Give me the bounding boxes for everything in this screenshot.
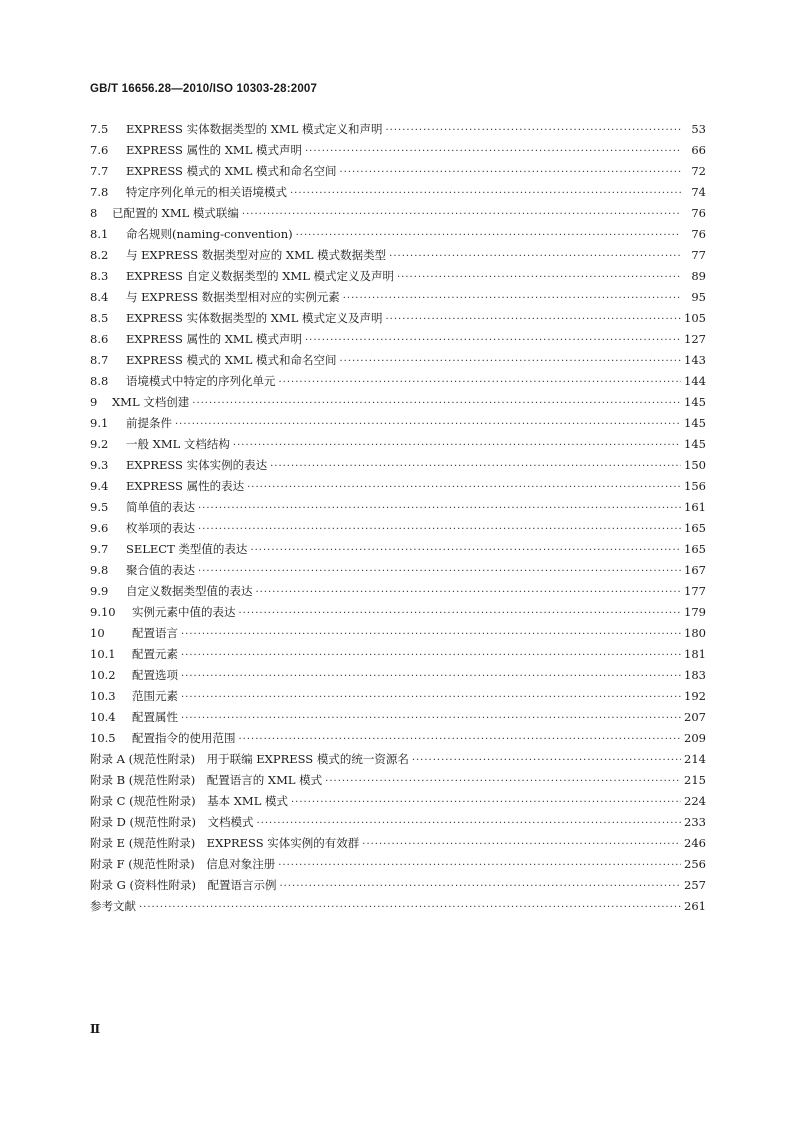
toc-entry[interactable] [90,875,706,896]
toc-entry-page: 76 [691,206,706,220]
toc-entry-number: 8.1 [90,227,109,241]
toc-entry-number: 8.2 [90,248,109,262]
toc-entry[interactable] [90,749,706,770]
toc-entry-title: 命名规则(naming-convention) [126,227,293,241]
toc-entry[interactable] [90,203,706,224]
toc-entry[interactable] [90,602,706,623]
toc-entry[interactable] [90,686,706,707]
table-of-contents [90,119,706,917]
toc-entry-number: 9.7 [90,542,109,556]
toc-entry-page: 233 [684,815,706,829]
toc-entry-page: 77 [691,248,706,262]
toc-entry[interactable] [90,623,706,644]
toc-entry[interactable] [90,287,706,308]
toc-entry-title: 特定序列化单元的相关语境模式 [126,185,287,199]
toc-entry-page: 209 [684,731,706,745]
toc-entry-number: 10.3 [90,689,116,703]
toc-entry-number: 8.7 [90,353,109,367]
toc-entry-title: 配置属性 [132,710,178,724]
toc-entry-title: 附录 B (规范性附录) 配置语言的 XML 模式 [90,773,323,787]
toc-entry-number: 10.5 [90,731,116,745]
toc-entry[interactable] [90,266,706,287]
toc-entry-title: 配置选项 [132,668,178,682]
toc-leader-dots [233,435,681,456]
toc-entry-page: 144 [684,374,706,388]
toc-entry-title: EXPRESS 模式的 XML 模式和命名空间 [126,164,337,178]
toc-entry[interactable] [90,413,706,434]
toc-entry-page: 167 [684,563,706,577]
toc-entry[interactable] [90,812,706,833]
toc-entry-number: 9.3 [90,458,109,472]
toc-leader-dots [325,771,681,792]
toc-entry-number: 9.5 [90,500,109,514]
toc-entry[interactable] [90,455,706,476]
toc-entry-number: 10.4 [90,710,116,724]
toc-entry-page: 145 [684,437,706,451]
toc-entry-number: 10.2 [90,668,116,682]
toc-entry-title: 附录 E (规范性附录) EXPRESS 实体实例的有效群 [90,836,360,850]
toc-leader-dots [247,477,681,498]
toc-entry-title: 参考文献 [90,899,136,913]
toc-leader-dots [250,540,681,561]
toc-entry-page: 105 [684,311,706,325]
toc-entry-number: 9 [90,395,98,409]
toc-entry[interactable] [90,434,706,455]
toc-entry-page: 207 [684,710,706,724]
toc-entry-page: 256 [684,857,706,871]
toc-entry-number: 8.5 [90,311,109,325]
toc-entry-page: 183 [684,668,706,682]
toc-entry-page: 180 [684,626,706,640]
toc-entry[interactable] [90,707,706,728]
toc-leader-dots [175,414,681,435]
toc-entry[interactable] [90,581,706,602]
toc-leader-dots [397,267,681,288]
toc-entry-title: 已配置的 XML 模式联编 [112,206,239,220]
toc-entry-title: 与 EXPRESS 数据类型相对应的实例元素 [126,290,340,304]
toc-leader-dots [270,456,681,477]
toc-leader-dots [412,750,681,771]
toc-entry-title: 前提条件 [126,416,172,430]
toc-entry-title: 附录 C (规范性附录) 基本 XML 模式 [90,794,288,808]
toc-leader-dots [198,519,681,540]
toc-entry-title: EXPRESS 自定义数据类型的 XML 模式定义及声明 [126,269,394,283]
toc-entry-page: 165 [684,521,706,535]
toc-leader-dots [291,792,681,813]
toc-leader-dots [239,603,682,624]
toc-leader-dots [290,183,681,204]
toc-entry-title: 语境模式中特定的序列化单元 [126,374,276,388]
toc-entry-title: EXPRESS 属性的表达 [126,479,245,493]
toc-entry-title: EXPRESS 属性的 XML 模式声明 [126,143,302,157]
toc-leader-dots [257,813,681,834]
toc-leader-dots [296,225,681,246]
toc-leader-dots [305,141,681,162]
toc-entry-number: 7.7 [90,164,109,178]
toc-entry-page: 150 [684,458,706,472]
toc-entry-number: 9.2 [90,437,109,451]
toc-leader-dots [181,645,681,666]
toc-entry[interactable] [90,644,706,665]
toc-entry-page: 145 [684,395,706,409]
toc-entry-number: 7.5 [90,122,109,136]
toc-entry[interactable] [90,182,706,203]
toc-entry-number: 8.8 [90,374,109,388]
toc-leader-dots [181,624,681,645]
toc-entry[interactable] [90,119,706,140]
toc-entry[interactable] [90,854,706,875]
toc-entry-title: 范围元素 [132,689,178,703]
toc-entry-title: 枚举项的表达 [126,521,195,535]
toc-leader-dots [279,876,681,897]
toc-entry-page: 72 [691,164,706,178]
toc-entry-title: EXPRESS 实体实例的表达 [126,458,268,472]
toc-leader-dots [340,162,682,183]
toc-leader-dots [279,372,682,393]
toc-entry[interactable] [90,791,706,812]
toc-entry-page: 177 [684,584,706,598]
toc-leader-dots [256,582,682,603]
toc-entry-number: 10 [90,626,105,640]
toc-entry[interactable] [90,497,706,518]
toc-leader-dots [362,834,681,855]
toc-entry-title: EXPRESS 属性的 XML 模式声明 [126,332,302,346]
toc-leader-dots [198,498,681,519]
toc-leader-dots [389,246,681,267]
toc-entry-page: 214 [684,752,706,766]
toc-leader-dots [181,666,681,687]
toc-entry-page: 165 [684,542,706,556]
toc-leader-dots [305,330,681,351]
toc-entry-number: 8.3 [90,269,109,283]
toc-entry-page: 161 [684,500,706,514]
toc-entry-page: 74 [691,185,706,199]
standard-header: GB/T 16656.28—2010/ISO 10303-28:2007 [90,83,318,95]
toc-entry[interactable] [90,665,706,686]
toc-entry-page: 179 [684,605,706,619]
toc-entry[interactable] [90,728,706,749]
toc-leader-dots [239,729,682,750]
toc-entry-page: 215 [684,773,706,787]
toc-entry[interactable] [90,770,706,791]
page-number: Ⅱ [90,1022,101,1036]
toc-entry-number: 9.1 [90,416,109,430]
toc-entry-number: 9.9 [90,584,109,598]
toc-entry-title: 简单值的表达 [126,500,195,514]
toc-entry-page: 181 [684,647,706,661]
toc-entry-number: 9.10 [90,605,116,619]
toc-entry[interactable] [90,308,706,329]
toc-leader-dots [181,687,681,708]
toc-entry-title: EXPRESS 实体数据类型的 XML 模式定义和声明 [126,122,383,136]
toc-entry-title: XML 文档创建 [112,395,190,409]
toc-entry[interactable] [90,245,706,266]
toc-entry-page: 66 [691,143,706,157]
toc-leader-dots [343,288,681,309]
toc-entry-title: 自定义数据类型值的表达 [126,584,253,598]
toc-leader-dots [278,855,681,876]
toc-entry[interactable] [90,833,706,854]
toc-entry-page: 224 [684,794,706,808]
toc-entry-page: 257 [684,878,706,892]
toc-entry-title: 附录 F (规范性附录) 信息对象注册 [90,857,276,871]
toc-entry-title: EXPRESS 模式的 XML 模式和命名空间 [126,353,337,367]
toc-leader-dots [192,393,681,414]
toc-entry-title: 聚合值的表达 [126,563,195,577]
toc-leader-dots [386,120,682,141]
toc-entry[interactable] [90,371,706,392]
toc-entry-page: 53 [691,122,706,136]
toc-entry-page: 246 [684,836,706,850]
toc-entry[interactable] [90,392,706,413]
toc-entry-number: 8 [90,206,98,220]
toc-leader-dots [198,561,681,582]
toc-entry[interactable] [90,518,706,539]
toc-entry-title: 实例元素中值的表达 [132,605,236,619]
toc-entry-page: 76 [691,227,706,241]
toc-entry[interactable] [90,140,706,161]
toc-leader-dots [181,708,681,729]
toc-entry-page: 127 [684,332,706,346]
toc-entry-title: 配置元素 [132,647,178,661]
toc-entry-title: 配置指令的使用范围 [132,731,236,745]
toc-entry-title: 与 EXPRESS 数据类型对应的 XML 模式数据类型 [126,248,387,262]
toc-entry-title: 附录 A (规范性附录) 用于联编 EXPRESS 模式的统一资源名 [90,752,409,766]
toc-entry-number: 9.4 [90,479,109,493]
toc-entry[interactable] [90,161,706,182]
toc-entry-number: 7.6 [90,143,109,157]
toc-entry[interactable] [90,896,706,917]
toc-entry-title: 配置语言 [132,626,178,640]
toc-entry-page: 89 [691,269,706,283]
toc-entry-page: 156 [684,479,706,493]
toc-entry-number: 8.6 [90,332,109,346]
toc-entry-page: 261 [684,899,706,913]
toc-entry-page: 192 [684,689,706,703]
toc-leader-dots [242,204,681,225]
toc-entry-number: 9.6 [90,521,109,535]
toc-entry[interactable] [90,476,706,497]
toc-entry-title: EXPRESS 实体数据类型的 XML 模式定义及声明 [126,311,383,325]
toc-entry-number: 7.8 [90,185,109,199]
toc-entry-page: 95 [691,290,706,304]
toc-entry-number: 8.4 [90,290,109,304]
toc-entry[interactable] [90,560,706,581]
toc-entry[interactable] [90,350,706,371]
toc-leader-dots [386,309,682,330]
toc-entry-number: 10.1 [90,647,116,661]
toc-entry-page: 145 [684,416,706,430]
toc-leader-dots [139,897,681,918]
toc-leader-dots [340,351,682,372]
toc-entry[interactable] [90,329,706,350]
toc-entry[interactable] [90,224,706,245]
toc-entry-title: 附录 G (资料性附录) 配置语言示例 [90,878,277,892]
toc-entry[interactable] [90,539,706,560]
toc-entry-title: 一般 XML 文档结构 [126,437,230,451]
toc-entry-number: 9.8 [90,563,109,577]
toc-entry-title: SELECT 类型值的表达 [126,542,248,556]
toc-entry-page: 143 [684,353,706,367]
toc-entry-title: 附录 D (规范性附录) 文档模式 [90,815,254,829]
